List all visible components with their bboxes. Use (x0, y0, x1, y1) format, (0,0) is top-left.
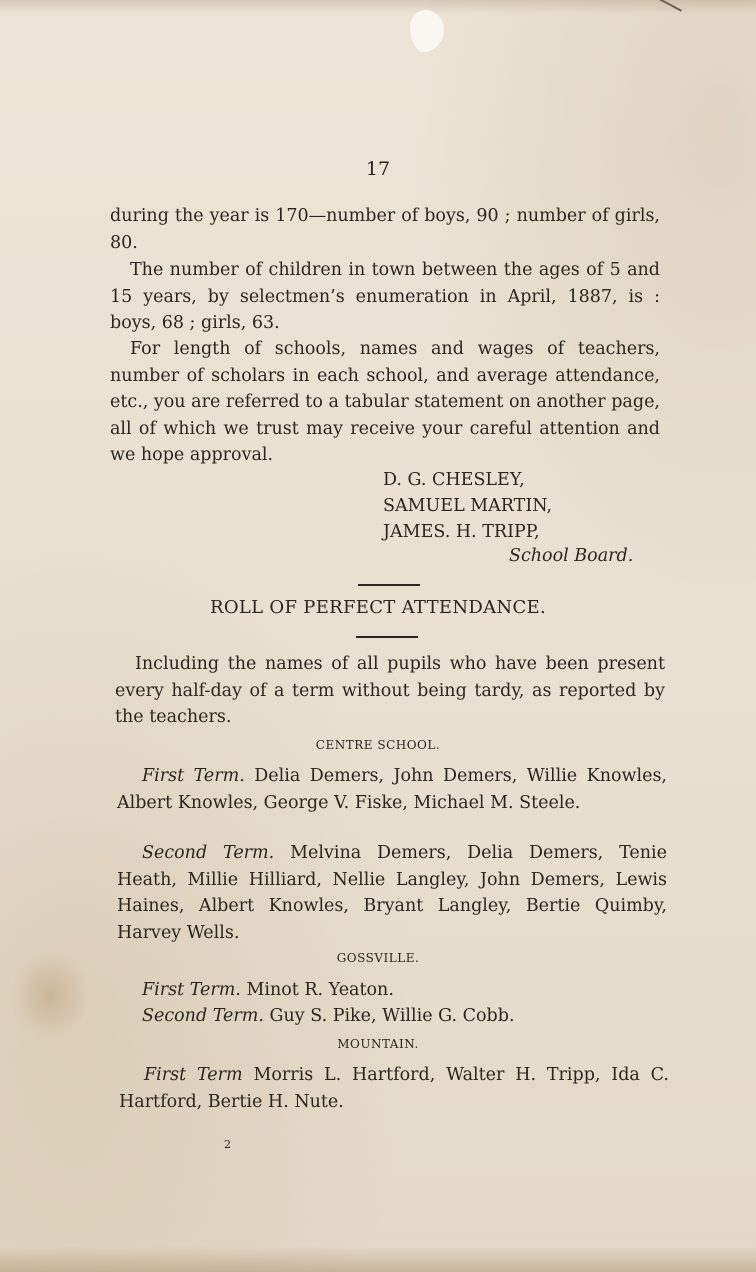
divider-top (358, 584, 420, 586)
term-label: First Term (144, 1065, 243, 1085)
paragraph-census: The number of children in town between the ages of 5 and 15 years, by selectmen’s enumeration in April, 1887, is : boys, 68 ; girls, 63. (110, 260, 660, 333)
signature-martin: SAMUEL MARTIN, (383, 496, 553, 516)
names-list: Minot R. Yeaton. (246, 980, 394, 1000)
divider-bottom (356, 636, 418, 638)
signature-tripp: JAMES. H. TRIPP, (383, 522, 540, 542)
centre-second-term (117, 840, 667, 946)
paper-edge-top (0, 0, 756, 14)
roll-intro: Including the names of all pupils who have been present every half-day of a term without being tardy, as reported by the teachers. (115, 654, 665, 727)
term-label: Second Term. (142, 843, 275, 863)
names-list: Delia Demers, John Demers, Willie Knowles, Albert Knowles, George V. Fiske, Michael M. Steele. (117, 766, 667, 813)
centre-first-term (117, 763, 667, 816)
page-number: 17 (365, 158, 391, 180)
term-label: First Term. (142, 980, 241, 1000)
names-list: Guy S. Pike, Willie G. Cobb. (269, 1006, 515, 1026)
gossville-second-term (117, 1003, 667, 1030)
school-board-label: School Board. (509, 546, 634, 566)
signature-mark: 2 (224, 1138, 231, 1151)
roll-heading: ROLL OF PERFECT ATTENDANCE. (209, 597, 546, 618)
term-label: First Term. (142, 766, 245, 786)
names-list: Melvina Demers, Delia Demers, Tenie Heath, Millie Hilliard, Nellie Langley, John Demers, Lewis Haines, Albert Knowles, Bryant Langley, Bertie Quimby, Harvey Wells. (117, 843, 667, 943)
mountain-first-term (119, 1062, 669, 1115)
term-label: Second Term. (142, 1006, 264, 1026)
paragraph-enrollment: during the year is 170—number of boys, 90 ; number of girls, 80. (110, 206, 660, 253)
paper-edge-bottom (0, 1246, 756, 1272)
signature-chesley: D. G. CHESLEY, (383, 470, 525, 490)
school-heading-mountain: MOUNTAIN. (337, 1037, 419, 1051)
paragraph-referral: For length of schools, names and wages of teachers, number of scholars in each school, and average attendance, etc., you are referred to a tabular statement on another page, all of which we trust may receive your careful attention and we hope approval. (110, 339, 660, 465)
school-heading-centre: CENTRE SCHOOL. (315, 738, 441, 752)
names-list: Morris L. Hartford, Walter H. Tripp, Ida C. Hartford, Bertie H. Nute. (119, 1065, 669, 1112)
school-heading-gossville: GOSSVILLE. (336, 951, 420, 965)
gossville-first-term (117, 977, 667, 1004)
paper-tear (410, 10, 444, 52)
